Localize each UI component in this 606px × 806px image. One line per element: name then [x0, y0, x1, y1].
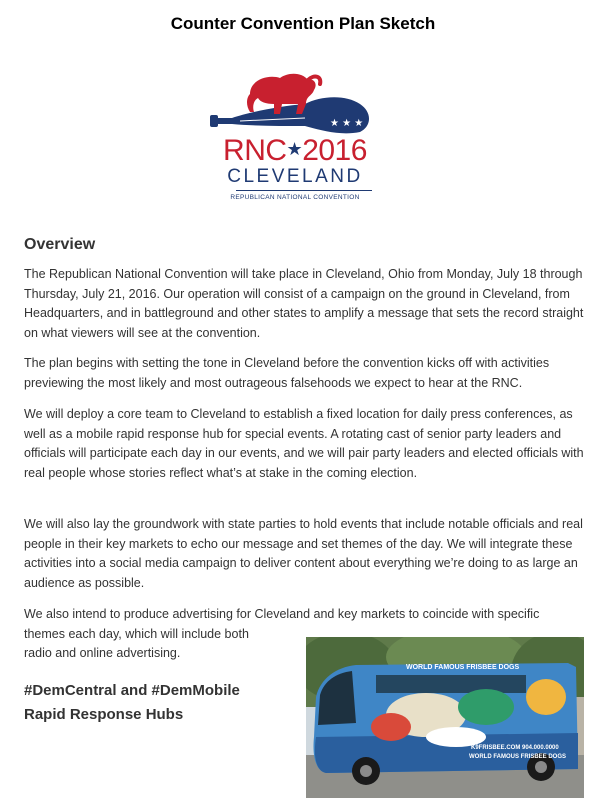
logo-subtitle: REPUBLICAN NATIONAL CONVENTION: [230, 194, 360, 201]
bus-text-side: K9FRISBEE.COM 904.000.0000: [471, 745, 559, 751]
section-heading-overview: Overview: [24, 236, 96, 253]
hubs-heading-line2: Rapid Response Hubs: [24, 706, 184, 723]
elephant-guitar-icon: [210, 66, 380, 136]
hubs-heading: [24, 679, 304, 727]
paragraph-tone: The plan begins with setting the tone in Cleveland before the convention kicks off with activities previewing the most likely and most outrageous falsehoods we expect to hear at the RNC.: [24, 356, 550, 390]
logo-city-text: CLEVELAND: [227, 166, 363, 187]
paragraph-advertising-line1: We also intend to produce advertising for Cleveland and key markets to coincide with specific: [24, 607, 540, 621]
paragraph-intro: The Republican National Convention will take place in Cleveland, Ohio from Monday, July 18 through Thursday, July 21, 2016. Our operation will consist of a campaign on the ground in Cleveland, from Headquarters, and in battleground and other states to amplify a message that sets the record straight on what viewers will see at the convention.: [24, 267, 584, 340]
paragraph-advertising-line3: radio and online advertising.: [24, 646, 181, 660]
paragraph-advertising-line2: themes each day, which will include both: [24, 626, 249, 641]
svg-text:★ ★ ★: ★ ★ ★: [330, 118, 364, 129]
logo-star-icon: ★: [286, 139, 303, 159]
bus-photo: [306, 637, 584, 798]
paragraph-core-team: We will deploy a core team to Cleveland to establish a fixed location for daily press conferences, as well as a mobile rapid response hub for special events. A rotating cast of senior party leaders and officials will participate each day in our events, and we will pair party leaders and elected officials with real people whose stories reflect what’s at stake in the coming election.: [24, 407, 584, 480]
page-title: Counter Convention Plan Sketch: [170, 14, 436, 33]
rnc-2016-logo: [210, 66, 380, 212]
bus-text-top: WORLD FAMOUS FRISBEE DOGS: [406, 664, 520, 671]
logo-rnc-text: RNC★2016: [223, 134, 367, 167]
hubs-heading-line1: #DemCentral and #DemMobile: [24, 682, 240, 699]
bus-text-side2: WORLD FAMOUS FRISBEE DOGS: [469, 754, 567, 760]
paragraph-groundwork: We will also lay the groundwork with state parties to hold events that include notable officials and real people in their key markets to echo our message and set themes of the day. We will integrate these activities into a social media campaign to deliver content about everything we’re doing to as large an audience as possible.: [24, 517, 583, 590]
logo-divider: [236, 190, 372, 191]
